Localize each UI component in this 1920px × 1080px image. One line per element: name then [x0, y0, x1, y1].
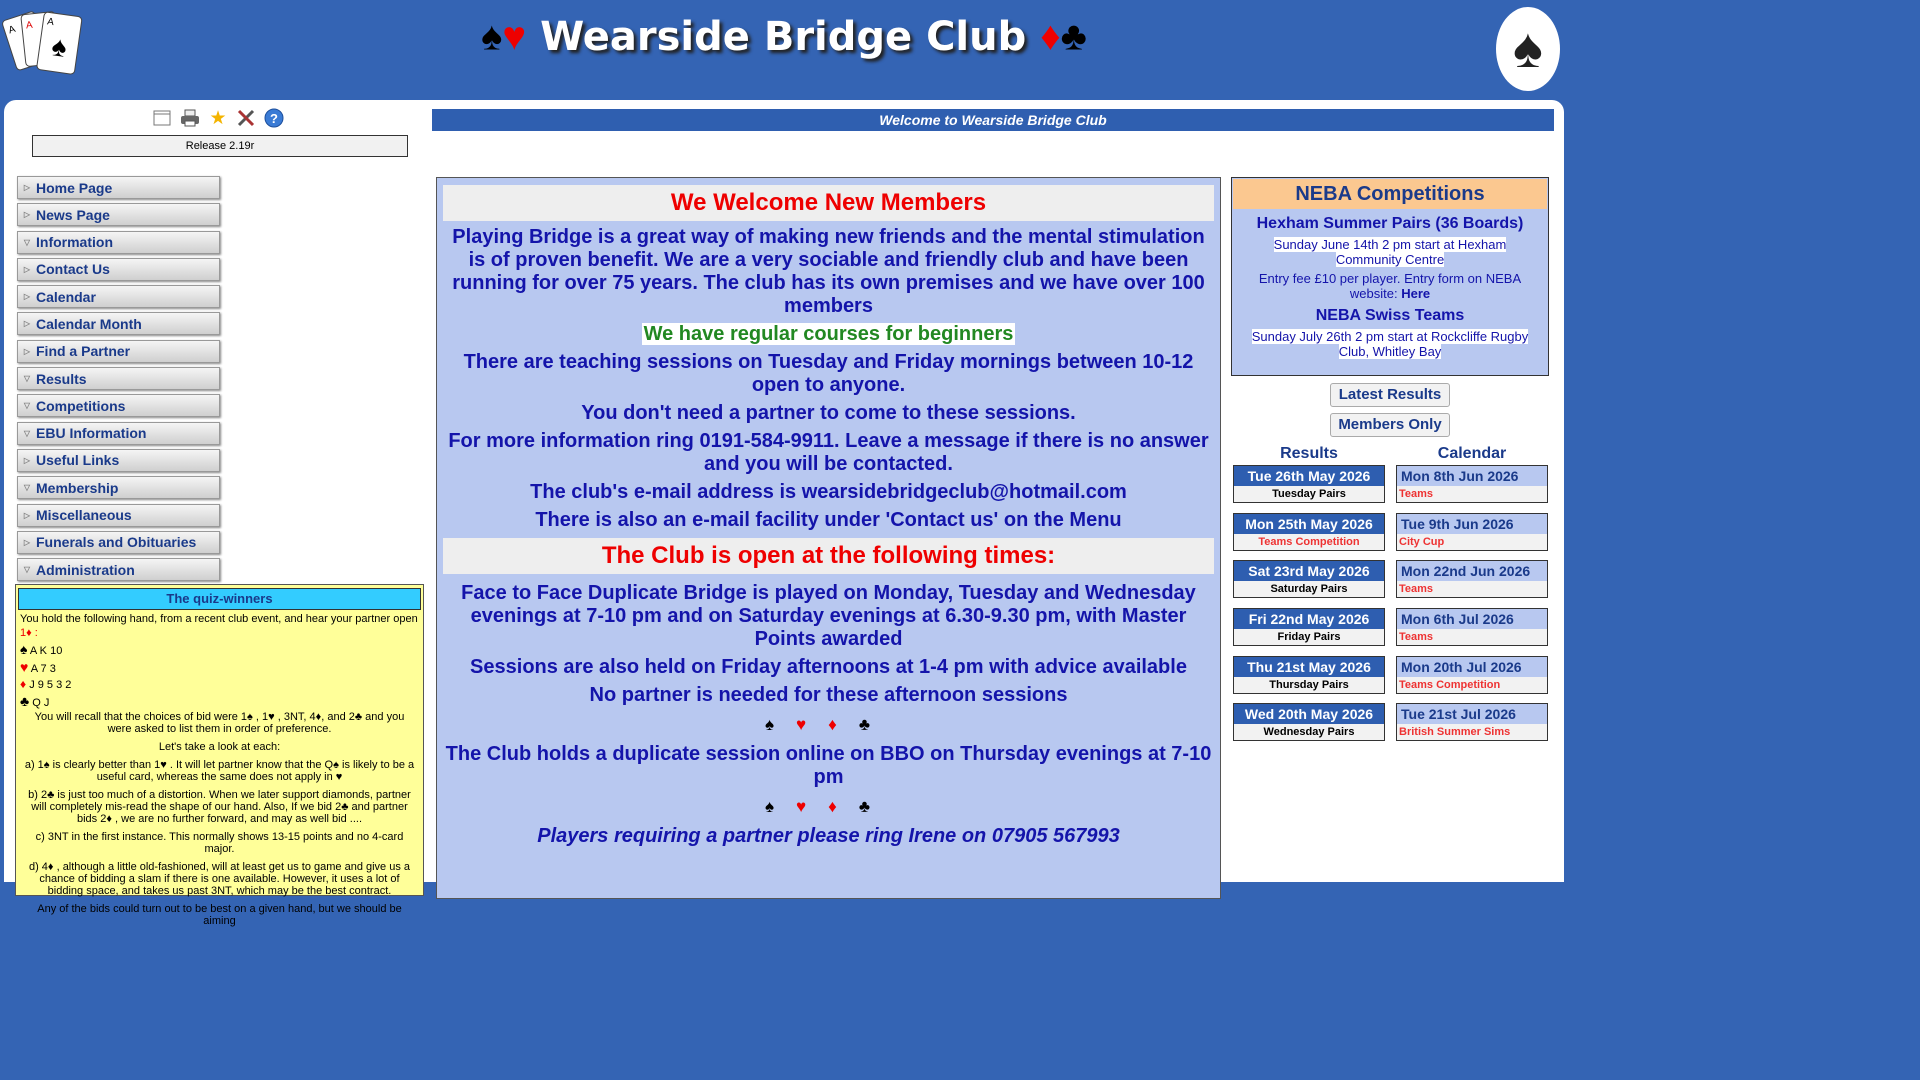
menu-item-information[interactable] [17, 231, 220, 254]
svg-text:♠: ♠ [49, 30, 69, 64]
menu-item-competitions[interactable] [17, 394, 220, 417]
neba-hexham-details [1248, 237, 1532, 267]
quiz-opening-bid: 1♦ : [20, 627, 38, 639]
spade-icon: ♠ [765, 797, 797, 816]
afternoon-paragraph: No partner is needed for these afternoon sessions [589, 684, 1068, 706]
ornate-spade-logo [1494, 5, 1562, 93]
result-date: Mon 25th May 2026 [1234, 514, 1384, 534]
menu-item-home-page[interactable] [17, 176, 220, 199]
quiz-answer-c: c) 3NT in the first instance. This normally shows 13-15 points and no 4-card major. [35, 831, 404, 855]
quiz-recall: You will recall that the choices of bid were 1♠ , 1♥ , 3NT, 4♦, and 2♣ and you were asked to list them in order of preference. [34, 711, 405, 735]
diamond-icon: ♦ [1040, 14, 1061, 59]
latest-results-button[interactable]: Latest Results [1330, 383, 1450, 407]
result-item[interactable] [1233, 560, 1385, 598]
opening-times-heading: The Club is open at the following times: [443, 538, 1214, 574]
quiz-answer-d: d) 4♦ , although a little old-fashioned, will at least get us to game and give us a chance of bidding a slam if there is one available. However, it uses a lot of bidding space, and takes us past 3NT, which may be the best contract. [28, 861, 411, 897]
calendar-item[interactable] [1396, 608, 1548, 646]
quiz-answer-a: a) 1♠ is clearly better than 1♥ . It will let partner know that the Q♠ is likely to be a useful card, whereas the same does not apply in ♥ [24, 759, 415, 783]
club-icon: ♣ [858, 715, 892, 734]
menu-item-contact-us[interactable] [17, 258, 220, 281]
menu-item-label: EBU Information [36, 425, 147, 442]
bbo-paragraph: The Club holds a duplicate session online on BBO on Thursday evenings at 7-10 pm [445, 743, 1212, 788]
suits-divider [437, 797, 1220, 817]
menu-item-calendar-month[interactable] [17, 312, 220, 335]
arrow-down-icon: ▽ [23, 401, 31, 411]
menu-item-label: Information [36, 234, 113, 251]
banner [0, 0, 1568, 100]
menu-item-label: News Page [36, 206, 110, 223]
page-icon[interactable] [152, 108, 172, 128]
spade-icon: ♠ [765, 715, 797, 734]
neba-here-link[interactable]: Here [1401, 286, 1431, 301]
club-icon: ♣ [858, 797, 892, 816]
arrow-right-icon: ▷ [23, 510, 31, 520]
arrow-right-icon: ▷ [23, 210, 31, 220]
neba-swiss-details-text: Sunday July 26th 2 pm start at Rockcliffe Rugby Club, Whitley Bay [1251, 329, 1529, 359]
club-icon: ♣ [20, 693, 30, 709]
menu-item-ebu-information[interactable] [17, 422, 220, 445]
result-name: Tuesday Pairs [1234, 486, 1384, 502]
welcome-bar: Welcome to Wearside Bridge Club [432, 109, 1554, 131]
heart-icon: ♥ [796, 715, 829, 734]
menu-item-miscellaneous[interactable] [17, 504, 220, 527]
neba-box [1231, 177, 1549, 376]
result-item[interactable] [1233, 465, 1385, 503]
result-date: Fri 22nd May 2026 [1234, 609, 1384, 629]
arrow-down-icon: ▽ [23, 565, 31, 575]
arrow-right-icon: ▷ [23, 346, 31, 356]
arrow-right-icon: ▷ [23, 264, 31, 274]
phone-paragraph: For more information ring 0191-584-9911. Leave a message if there is no answer and you will be contacted. [448, 430, 1209, 475]
result-item[interactable] [1233, 703, 1385, 741]
calendar-item[interactable] [1396, 465, 1548, 503]
calendar-heading: Calendar [1437, 445, 1507, 462]
menu-item-news-page[interactable] [17, 203, 220, 226]
result-name: Saturday Pairs [1234, 581, 1384, 597]
quiz-intro: You hold the following hand, from a recent club event, and hear your partner open [20, 613, 418, 625]
results-heading: Results [1280, 445, 1338, 462]
menu-item-useful-links[interactable] [17, 449, 220, 472]
welcome-members-heading: We Welcome New Members [443, 185, 1214, 221]
menu-item-label: Home Page [36, 179, 113, 196]
site-title-text: Wearside Bridge Club [540, 14, 1027, 60]
hand-spades-cards: A K 10 [29, 645, 63, 657]
result-name: Friday Pairs [1234, 629, 1384, 645]
menu-item-label: Calendar Month [36, 315, 142, 332]
menu-item-label: Membership [36, 479, 119, 496]
neba-swiss-details [1248, 329, 1532, 359]
quiz-answer-e: Any of the bids could turn out to be best on a given hand, but we should be aiming [37, 903, 402, 927]
main-content [436, 177, 1221, 899]
result-date: Tue 26th May 2026 [1234, 466, 1384, 486]
calendar-date: Mon 8th Jun 2026 [1397, 466, 1547, 486]
calendar-item[interactable] [1396, 560, 1548, 598]
result-date: Wed 20th May 2026 [1234, 704, 1384, 724]
heart-icon: ♥ [502, 14, 527, 59]
tools-icon[interactable] [236, 108, 256, 128]
right-column [1231, 177, 1549, 739]
menu-item-membership[interactable] [17, 476, 220, 499]
neba-title: NEBA Competitions [1233, 179, 1547, 209]
calendar-name: Teams [1397, 629, 1547, 645]
menu-item-label: Funerals and Obituaries [36, 534, 197, 551]
menu-item-label: Calendar [36, 288, 96, 305]
calendar-item[interactable] [1396, 703, 1548, 741]
release-label: Release 2.19r [32, 135, 408, 157]
calendar-name: British Summer Sims [1397, 724, 1547, 740]
printer-icon[interactable] [180, 108, 200, 128]
arrow-down-icon: ▽ [23, 237, 31, 247]
arrow-right-icon: ▷ [23, 537, 31, 547]
neba-swiss-heading: NEBA Swiss Teams [1315, 307, 1465, 324]
diamond-icon: ♦ [20, 677, 27, 691]
diamond-icon: ♦ [828, 715, 859, 734]
hand-clubs [20, 693, 419, 709]
svg-text:A: A [25, 19, 34, 32]
menu-item-results[interactable] [17, 367, 220, 390]
contact-paragraph: There is also an e-mail facility under 'Contact us' on the Menu [535, 509, 1122, 531]
spade-icon: ♠ [20, 641, 28, 657]
menu-item-funerals-and-obituaries[interactable] [17, 531, 220, 554]
friday-paragraph: Sessions are also held on Friday afternoons at 1-4 pm with advice available [470, 656, 1187, 678]
calendar-item[interactable] [1396, 513, 1548, 551]
calendar-column [1396, 443, 1548, 751]
arrow-right-icon: ▷ [23, 183, 31, 192]
menu-item-label: Miscellaneous [36, 507, 132, 524]
duplicate-times-paragraph: Face to Face Duplicate Bridge is played on Monday, Tuesday and Wednesday evenings at 7-10 pm and on Saturday evenings at 6.30-9.30 pm, with Master Points awarded [461, 582, 1196, 650]
calendar-date: Mon 20th Jul 2026 [1397, 657, 1547, 677]
neba-entry [1248, 271, 1532, 301]
hand-spades [20, 641, 419, 657]
svg-text:♠: ♠ [1513, 16, 1543, 79]
calendar-date: Mon 22nd Jun 2026 [1397, 561, 1547, 581]
quiz-look: Let's take a look at each: [158, 741, 281, 753]
suits-divider [437, 715, 1220, 735]
arrow-down-icon: ▽ [23, 483, 31, 493]
result-item[interactable] [1233, 513, 1385, 551]
menu-item-calendar[interactable] [17, 285, 220, 308]
hand-diamonds [20, 677, 419, 691]
intro-paragraph: Playing Bridge is a great way of making new friends and the mental stimulation is of proven benefit. We are a very sociable and friendly club and have been running for over 75 years. The club has its own premises and we have over 100 members [452, 226, 1205, 317]
diamond-icon: ♦ [828, 797, 859, 816]
star-icon[interactable]: ★ [209, 107, 227, 129]
no-partner-paragraph: You don't need a partner to come to these sessions. [581, 402, 1076, 424]
club-icon: ♣ [1060, 14, 1087, 59]
calendar-date: Tue 21st Jul 2026 [1397, 704, 1547, 724]
main-menu [17, 176, 220, 613]
email-paragraph: The club's e-mail address is wearsidebridgeclub@hotmail.com [530, 481, 1127, 503]
calendar-date: Tue 9th Jun 2026 [1397, 514, 1547, 534]
hand-hearts-cards: A 7 3 [30, 663, 56, 675]
heart-icon: ♥ [20, 659, 29, 675]
result-item[interactable] [1233, 608, 1385, 646]
courses-text: We have regular courses for beginners [643, 323, 1014, 345]
menu-item-label: Find a Partner [36, 343, 131, 360]
calendar-name: Teams [1397, 581, 1547, 597]
calendar-name: Teams [1397, 486, 1547, 502]
heart-icon: ♥ [796, 797, 829, 816]
result-name: Teams Competition [1234, 534, 1384, 550]
arrow-down-icon: ▽ [23, 374, 31, 384]
result-name: Thursday Pairs [1234, 677, 1384, 693]
hand-diamonds-cards: J 9 5 3 2 [29, 679, 72, 691]
result-item[interactable] [1233, 656, 1385, 694]
menu-item-find-a-partner[interactable] [17, 340, 220, 363]
toolbar [152, 108, 284, 130]
neba-hexham-details-text: Sunday June 14th 2 pm start at Hexham Community Centre [1273, 237, 1507, 267]
quiz-answer-b: b) 2♣ is just too much of a distortion. When we later support diamonds, partner will completely mis-read the shape of our hand. Also, If we bid 2♣ and partner bids 2♦ , we are no further forward, and may as well bid .... [28, 789, 411, 825]
menu-item-label: Contact Us [36, 261, 110, 278]
menu-item-administration[interactable] [17, 558, 220, 581]
arrow-right-icon: ▷ [23, 455, 31, 465]
arrow-right-icon: ▷ [23, 292, 31, 302]
result-date: Sat 23rd May 2026 [1234, 561, 1384, 581]
site-title [0, 14, 1568, 60]
menu-item-label: Useful Links [36, 452, 120, 469]
arrow-right-icon: ▷ [23, 319, 31, 329]
spade-icon: ♠ [481, 14, 503, 59]
menu-item-label: Administration [36, 561, 135, 578]
hand-hearts [20, 659, 419, 675]
menu-item-label: Results [36, 370, 87, 387]
members-only-button[interactable]: Members Only [1330, 413, 1450, 437]
results-column [1233, 443, 1385, 751]
calendar-name: City Cup [1397, 534, 1547, 550]
menu-item-label: Competitions [36, 397, 126, 414]
quiz-box [15, 584, 424, 927]
teaching-paragraph: There are teaching sessions on Tuesday and Friday mornings between 10-12 open to anyone. [463, 351, 1194, 396]
partner-paragraph: Players requiring a partner please ring Irene on 07905 567993 [537, 825, 1120, 847]
help-icon[interactable] [264, 108, 284, 128]
neba-hexham-heading: Hexham Summer Pairs (36 Boards) [1256, 215, 1524, 232]
result-date: Thu 21st May 2026 [1234, 657, 1384, 677]
svg-text:A: A [46, 16, 55, 29]
hand-clubs-cards: Q J [32, 697, 50, 709]
neba-entry-text: Entry fee £10 per player. Entry form on NEBA website: [1258, 271, 1522, 301]
arrow-down-icon: ▽ [23, 428, 31, 438]
calendar-item[interactable] [1396, 656, 1548, 694]
quiz-title: The quiz-winners [18, 588, 421, 610]
svg-text:A: A [7, 23, 17, 37]
courses-line [445, 323, 1212, 346]
svg-text:?: ? [270, 111, 278, 126]
calendar-name: Teams Competition [1397, 677, 1547, 693]
calendar-date: Mon 6th Jul 2026 [1397, 609, 1547, 629]
result-name: Wednesday Pairs [1234, 724, 1384, 740]
